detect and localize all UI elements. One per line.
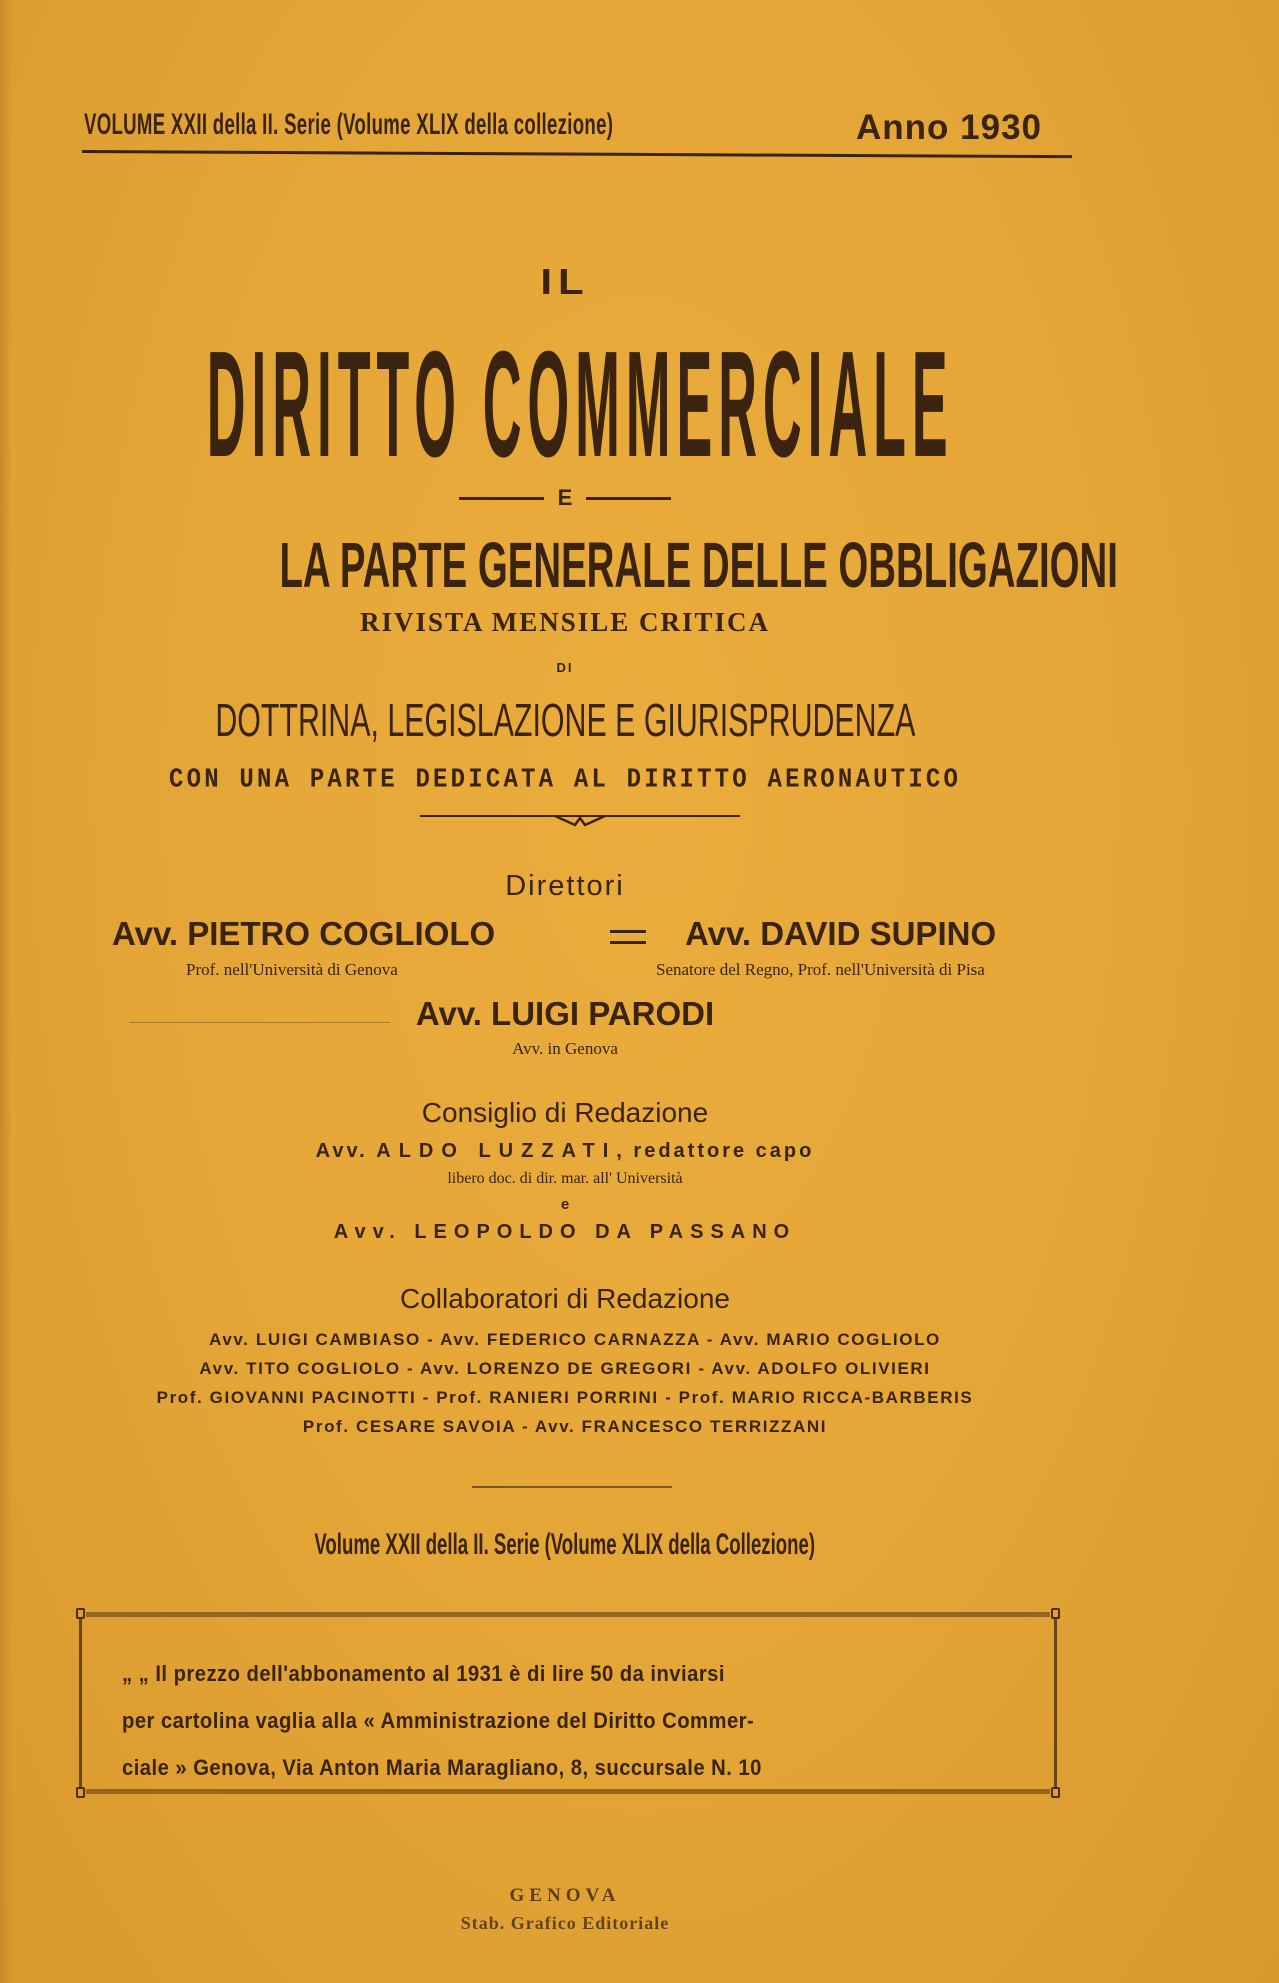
box-corner <box>1051 1608 1060 1619</box>
box-border-top <box>86 1612 1050 1617</box>
box-border-right <box>1054 1618 1057 1788</box>
notice-line: „ „ Il prezzo dell'abbonamento al 1931 è di lire 50 da inviarsi <box>122 1661 725 1686</box>
section-rule <box>472 1486 672 1488</box>
year-label: Anno 1930 <box>856 108 1042 147</box>
topics-text: DOTTRINA, LEGISLAZIONE E GIURISPRUDENZA <box>214 694 916 746</box>
header-rule <box>82 150 1072 158</box>
director-name-left: Avv. PIETRO COGLIOLO <box>112 915 496 952</box>
journal-title-text: DIRITTO COMMERCIALE <box>206 320 954 490</box>
subscription-notice <box>122 1650 1030 1791</box>
box-border-left <box>79 1618 82 1788</box>
volume-footer-text: Volume XXII della II. Serie (Volume XLIX della Collezione) <box>314 1528 816 1561</box>
di-label: DI <box>556 660 574 675</box>
box-corner <box>1051 1787 1060 1798</box>
box-corner <box>76 1787 85 1798</box>
collaboratori-heading: Collaboratori di Redazione <box>400 1283 730 1314</box>
editor-in-chief <box>0 1140 1130 1163</box>
imprint-city: GENOVA <box>509 1885 621 1906</box>
director-affiliation-center: Avv. in Genova <box>512 1039 618 1058</box>
director-affiliation-right: Senatore del Regno, Prof. nell'Università di Pisa <box>656 960 985 979</box>
editor-role: , redattore capo <box>616 1140 815 1162</box>
collaboratori-line: Avv. LUIGI CAMBIASO - Avv. FEDERICO CARNAZZA - Avv. MARIO COGLIOLO <box>209 1330 941 1349</box>
separator-line <box>586 497 671 500</box>
volume-footer <box>0 1528 1130 1562</box>
collaboratori-line: Prof. CESARE SAVOIA - Avv. FRANCESCO TERRIZZANI <box>302 1417 828 1436</box>
aeronautico-text: CON UNA PARTE DEDICATA AL DIRITTO AERONAUTICO <box>168 764 962 796</box>
consiglio-conjunction: e <box>560 1196 570 1213</box>
director-name-right: Avv. DAVID SUPINO <box>685 915 997 952</box>
imprint-printer: Stab. Grafico Editoriale <box>460 1913 670 1933</box>
editor-second: Avv. LEOPOLDO DA PASSANO <box>333 1221 797 1243</box>
topics-line <box>0 693 1130 747</box>
editor-name: ALDO LUZZATI <box>376 1140 617 1162</box>
separator-line <box>459 497 544 500</box>
collaboratori-line: Prof. GIOVANNI PACINOTTI - Prof. RANIERI PORRINI - Prof. MARIO RICCA-BARBERIS <box>156 1388 974 1407</box>
notice-line: per cartolina vaglia alla « Amministrazione del Diritto Commer- <box>122 1708 755 1733</box>
director-name-center: Avv. LUIGI PARODI <box>415 995 715 1032</box>
aeronautico-line <box>0 763 1130 797</box>
journal-subtitle <box>0 528 1130 602</box>
editor-affiliation: libero doc. di dir. mar. all' Università <box>447 1170 683 1187</box>
volume-header: VOLUME XXII della II. Serie (Volume XLIX della collezione) <box>84 108 614 141</box>
collaboratori-line: Avv. TITO COGLIOLO - Avv. LORENZO DE GREGORI - Avv. ADOLFO OLIVIERI <box>199 1359 931 1378</box>
direttori-heading: Direttori <box>505 870 625 902</box>
title-article: IL <box>540 261 590 302</box>
conjunction-letter: E <box>557 485 573 510</box>
conjunction-separator <box>0 485 1130 511</box>
subscription-notice-box <box>76 1608 1060 1798</box>
journal-title <box>100 318 1060 490</box>
ornament-divider-icon <box>420 812 740 828</box>
box-corner <box>76 1608 85 1619</box>
editor-prefix: Avv. <box>315 1140 368 1162</box>
double-rule-divider <box>610 930 646 944</box>
rivista-label: RIVISTA MENSILE CRITICA <box>359 607 771 637</box>
collaboratori-list <box>0 1325 1130 1441</box>
consiglio-heading: Consiglio di Redazione <box>421 1097 709 1128</box>
notice-line: ciale » Genova, Via Anton Maria Maragliano, 8, succursale N. 10 <box>122 1755 762 1780</box>
director-affiliation-left: Prof. nell'Università di Genova <box>186 960 398 979</box>
journal-subtitle-text: LA PARTE GENERALE DELLE OBBLIGAZIONI <box>279 529 1118 601</box>
